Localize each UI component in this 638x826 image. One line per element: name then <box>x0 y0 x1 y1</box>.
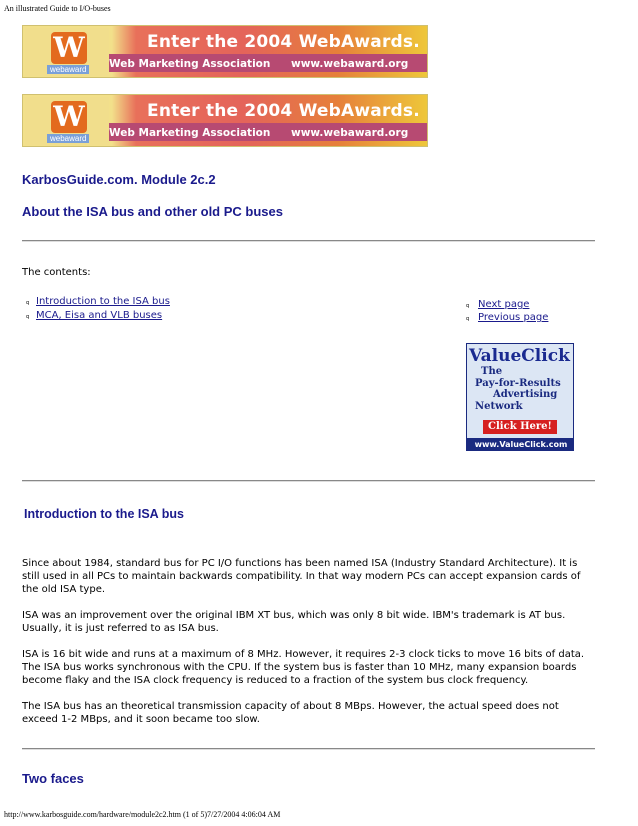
banner-association: Web Marketing Association <box>109 127 271 139</box>
banner-headline: Enter the 2004 WebAwards. <box>147 101 420 121</box>
paragraph: The ISA bus has an theoretical transmission capacity of about 8 MBps. However, the actual speed does not exceed 1-2 MBps, and it soon became too slow. <box>22 701 559 725</box>
contents-link-mca-eisa-vlb[interactable]: MCA, Eisa and VLB buses <box>36 310 163 321</box>
banner-url: www.webaward.org <box>291 58 409 70</box>
divider <box>22 748 595 750</box>
print-header: An illustrated Guide to I/O-buses <box>4 4 111 13</box>
webaward-logo <box>25 28 109 76</box>
page-title: About the ISA bus and other old PC buses <box>22 204 283 219</box>
divider <box>22 480 595 482</box>
divider <box>22 240 595 242</box>
webaward-logo <box>25 97 109 145</box>
banner-url: www.webaward.org <box>291 127 409 139</box>
previous-page-link[interactable]: Previous page <box>478 312 549 323</box>
contents-link-isa[interactable]: Introduction to the ISA bus <box>36 296 170 307</box>
valueclick-ad[interactable] <box>466 343 574 451</box>
bullet-icon: q <box>26 314 30 320</box>
ad-line: Advertising <box>493 389 558 400</box>
section-heading-isa: Introduction to the ISA bus <box>24 507 184 521</box>
logo-label: webaward <box>47 134 89 143</box>
paragraph: Since about 1984, standard bus for PC I/O functions has been named ISA (Industry Standard Architecture). It is still used in all PCs to maintain backwards compatibility. In that way modern PCs can accept expansion cards of the old ISA type. <box>22 558 581 595</box>
bullet-icon: q <box>466 316 470 322</box>
ad-url: www.ValueClick.com <box>467 438 574 451</box>
ad-tagline <box>475 366 571 412</box>
logo-label: webaward <box>47 65 89 74</box>
ad-line: Pay-for-Results <box>475 377 561 389</box>
print-footer: http://www.karbosguide.com/hardware/module2c2.htm (1 of 5)7/27/2004 4:06:04 AM <box>4 810 281 819</box>
banner-headline: Enter the 2004 WebAwards. <box>147 32 420 52</box>
bullet-icon: q <box>466 303 470 309</box>
banner-association: Web Marketing Association <box>109 58 271 70</box>
module-title: KarbosGuide.com. Module 2c.2 <box>22 172 216 187</box>
ad-line: The <box>481 366 503 377</box>
logo-letter: W <box>51 32 87 64</box>
contents-label: The contents: <box>22 267 91 278</box>
webawards-banner-ad[interactable] <box>22 25 428 78</box>
paragraph: ISA was an improvement over the original IBM XT bus, which was only 8 bit wide. IBM's trademark is AT bus. Usually, it is just referred to as ISA bus. <box>22 610 566 634</box>
paragraph: ISA is 16 bit wide and runs at a maximum of 8 MHz. However, it requires 2-3 clock ticks to move 16 bits of data. The ISA bus works synchronous with the CPU. If the system bus is faster than 10 MHz, many expansion boards become flaky and the ISA clock frequency is reduced to a fraction of the system bus clock frequency. <box>22 649 585 686</box>
ad-click-here-button[interactable]: Click Here! <box>483 420 557 434</box>
logo-letter: W <box>51 101 87 133</box>
section-heading-two-faces: Two faces <box>22 771 84 786</box>
ad-brand: ValueClick <box>469 346 570 366</box>
webawards-banner-ad[interactable] <box>22 94 428 147</box>
ad-line: Network <box>475 400 523 412</box>
next-page-link[interactable]: Next page <box>478 299 530 310</box>
bullet-icon: q <box>26 300 30 306</box>
